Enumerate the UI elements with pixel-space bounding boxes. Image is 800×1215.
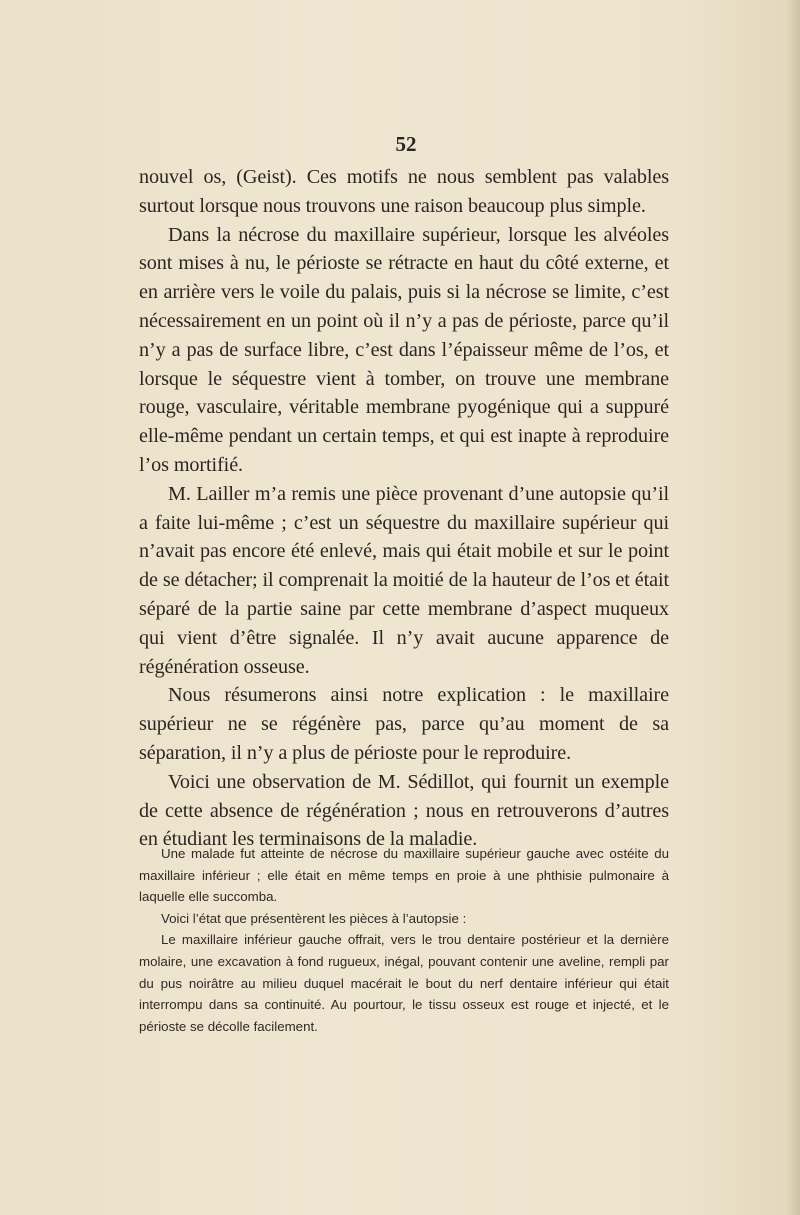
page-edge-shadow	[786, 0, 800, 1215]
note-paragraph: Le maxillaire inférieur gauche offrait, vers le trou dentaire postérieur et la dernière molaire, une excavation à fond rugueux, inégal, pouvant contenir une aveline, rempli par du pus noirâtre au milieu duquel macérait le bout du nerf dentaire inférieur qui était interrompu dans sa continuité. Au pourtour, le tissu osseux est rouge et injecté, et le périoste se décolle facilement.	[139, 932, 669, 1034]
paragraph: M. Lailler m’a remis une pièce provenant d’une autopsie qu’il a faite lui-même ; c’est un séquestre du maxillaire supérieur qui n’avait pas encore été enlevé, mais qui était mobile et sur le point de se détacher; il comprenait la moitié de la hauteur de l’os et était séparé de la partie saine par cette membrane d’aspect muqueux qui vient d’être signalée. Il n’y avait aucune apparence de régénération osseuse.	[139, 482, 669, 678]
note-paragraph: Une malade fut atteinte de nécrose du maxillaire supérieur gauche avec ostéite du maxillaire inférieur ; elle était en même temps en proie à une phthisie pulmonaire à laquelle elle succomba.	[139, 846, 669, 905]
paragraph: Dans la nécrose du maxillaire supérieur, lorsque les alvéoles sont mises à nu, le périoste se rétracte en haut du côté externe, et en arrière vers le voile du palais, puis si la nécrose se limite, c’est nécessairement en un point où il n’y a pas de périoste, parce qu’il n’y a pas de surface libre, c’est dans l’épaisseur même de l’os, et lorsque le séquestre vient à tomber, on trouve une membrane rouge, vasculaire, véritable membrane pyogénique qui a suppuré elle-même pendant un certain temps, et qui est inapte à reproduire l’os mortifié.	[139, 223, 669, 476]
paragraph: Voici une observation de M. Sédillot, qui fournit un exemple de cette absence de régénération ; nous en retrouverons d’autres en étudiant les terminaisons de la maladie.	[139, 770, 669, 851]
page-number: 52	[395, 132, 417, 156]
paragraph: nouvel os, (Geist). Ces motifs ne nous semblent pas valables surtout lorsque nous trouvons une raison beaucoup plus simple.	[139, 166, 669, 217]
observation-text	[139, 843, 669, 1037]
note-paragraph: Voici l’état que présentèrent les pièces à l’autopsie :	[161, 910, 467, 926]
paragraph: Nous résumerons ainsi notre explication : le maxillaire supérieur ne se régénère pas, parce qu’au moment de sa séparation, il n’y a plus de périoste pour le reproduire.	[139, 684, 669, 764]
main-text	[139, 163, 669, 854]
